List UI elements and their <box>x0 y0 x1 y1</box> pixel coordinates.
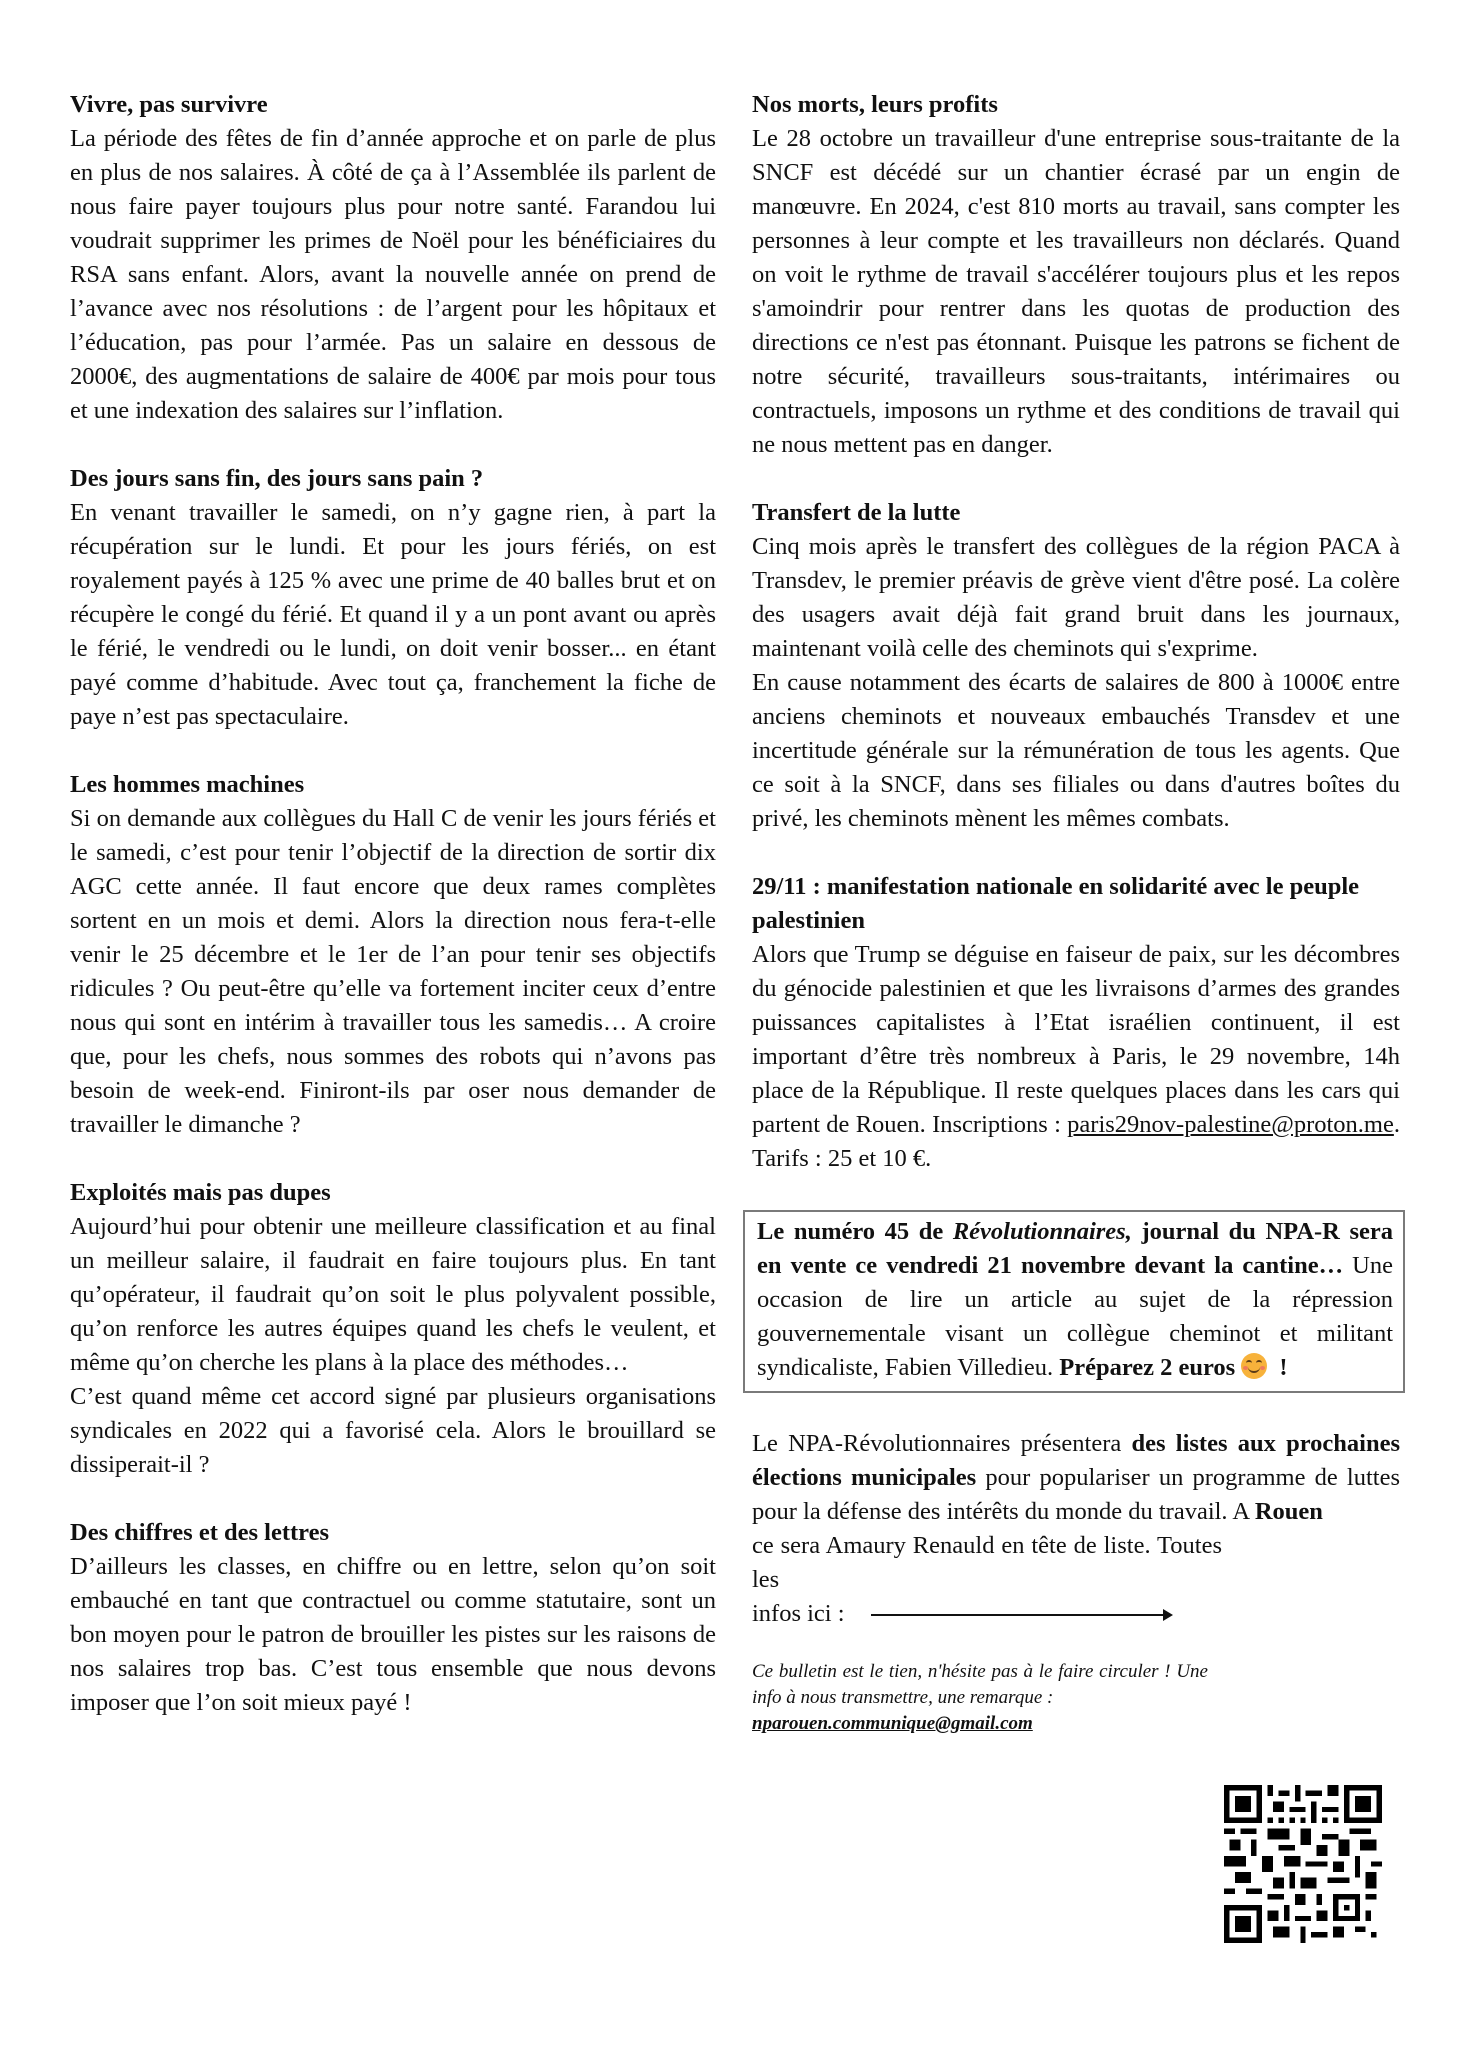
elections-text-2: pour populariser un programme de luttes pour la défense des intérêts du monde du travail. A <box>752 1464 1400 1525</box>
elections-bold-rouen: Rouen <box>1254 1498 1323 1525</box>
announcement-bold-3: Préparez 2 euros <box>1059 1354 1236 1381</box>
announcement-bold-2: journal du NPA-R sera en vente ce vendredi 21 novembre devant la cantine… <box>757 1218 1393 1279</box>
elections-text-1: Le NPA-Révolutionnaires présentera <box>752 1430 1132 1457</box>
announcement-end: ! <box>1273 1354 1288 1381</box>
announcement-body: Une occasion de lire un article au sujet de la répression gouvernementale visant un collègue cheminot et militant syndicaliste, Fabien Villedieu. <box>757 1252 1393 1381</box>
article-title: 29/11 : manifestation nationale en solidarité avec le peuple palestinien <box>752 873 1360 934</box>
right-column <box>752 88 1400 1737</box>
article-body-2: C’est quand même cet accord signé par plusieurs organisations syndicales en 2022 qui a favorisé cela. Alors le brouillard se dissiperait-il ? <box>70 1383 716 1478</box>
infos-label: infos ici : <box>752 1600 845 1627</box>
article-title: Des chiffres et des lettres <box>70 1519 329 1546</box>
article-body: En venant travailler le samedi, on n’y gagne rien, à part la récupération sur le lundi. Et pour les jours fériés, on est royalement payés à 125 % avec une prime de 40 balles brut et on récupère le congé du férié. Et quand il y a un pont avant ou après le férié, le vendredi ou le lundi, on doit venir bosser... en étant payé comme d’habitude. Avec tout ça, franchement la fiche de paye n’est pas spectaculaire. <box>70 499 716 730</box>
elections-section <box>752 1427 1400 1737</box>
article-body-end: . Tarifs : 25 et 10 €. <box>752 1111 1400 1172</box>
article-vivre-pas-survivre <box>70 88 716 428</box>
article-title: Vivre, pas survivre <box>70 91 268 118</box>
article-chiffres-lettres <box>70 1516 716 1720</box>
article-title: Transfert de la lutte <box>752 499 961 526</box>
article-title: Exploités mais pas dupes <box>70 1179 331 1206</box>
article-body: Cinq mois après le transfert des collègues de la région PACA à Transdev, le premier préavis de grève vient d'être posé. La colère des usagers avait déjà fait grand bruit dans les journaux, maintenant voilà celle des cheminots qui s'exprime. <box>752 533 1400 662</box>
article-body-2: En cause notamment des écarts de salaires de 800 à 1000€ entre anciens cheminots et nouveaux embauchés Transdev et une incertitude générale sur la rémunération de tous les agents. Que ce soit à la SNCF, dans ses filiales ou dans d'autres boîtes du privé, les cheminots mènent les mêmes combats. <box>752 669 1400 832</box>
announcement-bold-1: Le numéro 45 de <box>757 1218 953 1245</box>
journal-title: Révolutionnaires, <box>952 1218 1132 1245</box>
article-body: Aujourd’hui pour obtenir une meilleure classification et au final un meilleur salaire, il faudrait en faire toujours plus. En tant qu’opérateur, il faudrait qu’on soit le plus polyvalent possible, qu’on renforce les autres équipes quand les chefs le veulent, et même qu’on cherche les plans à la place des méthodes… <box>70 1213 716 1376</box>
footer-note <box>752 1659 1208 1737</box>
article-jours-sans-fin <box>70 462 716 734</box>
infos-row <box>752 1597 1222 1631</box>
article-nos-morts <box>752 88 1400 462</box>
footer-email-link[interactable]: nparouen.communique@gmail.com <box>752 1713 1033 1734</box>
article-hommes-machines <box>70 768 716 1142</box>
left-column <box>70 88 716 1754</box>
footer-note-text: Ce bulletin est le tien, n'hésite pas à le faire circuler ! Une info à nous transmettre, une remarque : <box>752 1661 1208 1708</box>
elections-text <box>752 1427 1400 1529</box>
article-body-text: Alors que Trump se déguise en faiseur de paix, sur les décombres du génocide palestinien et que les livraisons d’armes des grandes puissances capitalistes à l’Etat israélien continuent, il est important d’être très nombreux à Paris, le 29 novembre, 14h place de la République. Il reste quelques places dans les cars qui partent de Rouen. Inscriptions : <box>752 941 1400 1138</box>
qr-code-icon[interactable] <box>1224 1785 1382 1943</box>
email-link[interactable]: paris29nov-palestine@proton.me <box>1067 1111 1394 1138</box>
article-title: Les hommes machines <box>70 771 305 798</box>
smiling-face-icon <box>1241 1353 1267 1379</box>
article-body: Le 28 octobre un travailleur d'une entreprise sous-traitante de la SNCF est décédé sur un chantier écrasé par un engin de manœuvre. En 2024, c'est 810 morts au travail, sans compter les personnes à leur compte et les travailleurs non déclarés. Quand on voit le rythme de travail s'accélérer toujours plus et les repos s'amoindrir pour rentrer dans les quotas de production des directions ce n'est pas étonnant. Puisque les patrons se fichent de notre sécurité, travailleurs sous-traitants, intérimaires ou contractuels, imposons un rythme et des conditions de travail qui ne nous mettent pas en danger. <box>752 125 1400 458</box>
article-manifestation-palestine <box>752 870 1400 1176</box>
article-transfert-lutte <box>752 496 1400 836</box>
elections-bold-1: des listes aux prochaines élections municipales <box>752 1430 1400 1491</box>
article-body: La période des fêtes de fin d’année approche et on parle de plus en plus de nos salaires. À côté de ça à l’Assemblée ils parlent de nous faire payer toujours plus pour notre santé. Farandou lui voudrait supprimer les primes de Noël pour les bénéficiaires du RSA sans enfant. Alors, avant la nouvelle année on prend de l’avance avec nos résolutions : de l’argent pour les hôpitaux et l’éducation, pas pour l’armée. Pas un salaire en dessous de 2000€, des augmentations de salaire de 400€ par mois pour tous et une indexation des salaires sur l’inflation. <box>70 125 716 424</box>
article-body: D’ailleurs les classes, en chiffre ou en lettre, selon qu’on soit embauché en tant que contractuel ou comme statutaire, sont un bon moyen pour le patron de brouiller les pistes sur les raisons de nos salaires trop bas. C’est tous ensemble que nous devons imposer que l’on soit mieux payé ! <box>70 1553 716 1716</box>
arrow-right-icon <box>871 1614 1171 1616</box>
article-title: Des jours sans fin, des jours sans pain ? <box>70 465 484 492</box>
article-body: Si on demande aux collègues du Hall C de venir les jours fériés et le samedi, c’est pour tenir l’objectif de la direction de sortir dix AGC cette année. Il faut encore que deux rames complètes sortent en un mois et demi. Alors la direction nous fera-t-elle venir le 25 décembre et le 1er de l’an pour tenir ses objectifs ridicules ? Ou peut-être qu’elle va fortement inciter ceux d’entre nous qui sont en intérim à travailler tous les samedis… A croire que, pour les chefs, nous sommes des robots qui n’avons pas besoin de week-end. Finiront-ils par oser nous demander de travailler le dimanche ? <box>70 805 716 1138</box>
article-body <box>752 938 1400 1176</box>
article-title: Nos morts, leurs profits <box>752 91 998 118</box>
announcement-box <box>743 1210 1405 1393</box>
article-exploites <box>70 1176 716 1482</box>
elections-text-3: ce sera Amaury Renauld en tête de liste. Toutes les <box>752 1532 1222 1593</box>
